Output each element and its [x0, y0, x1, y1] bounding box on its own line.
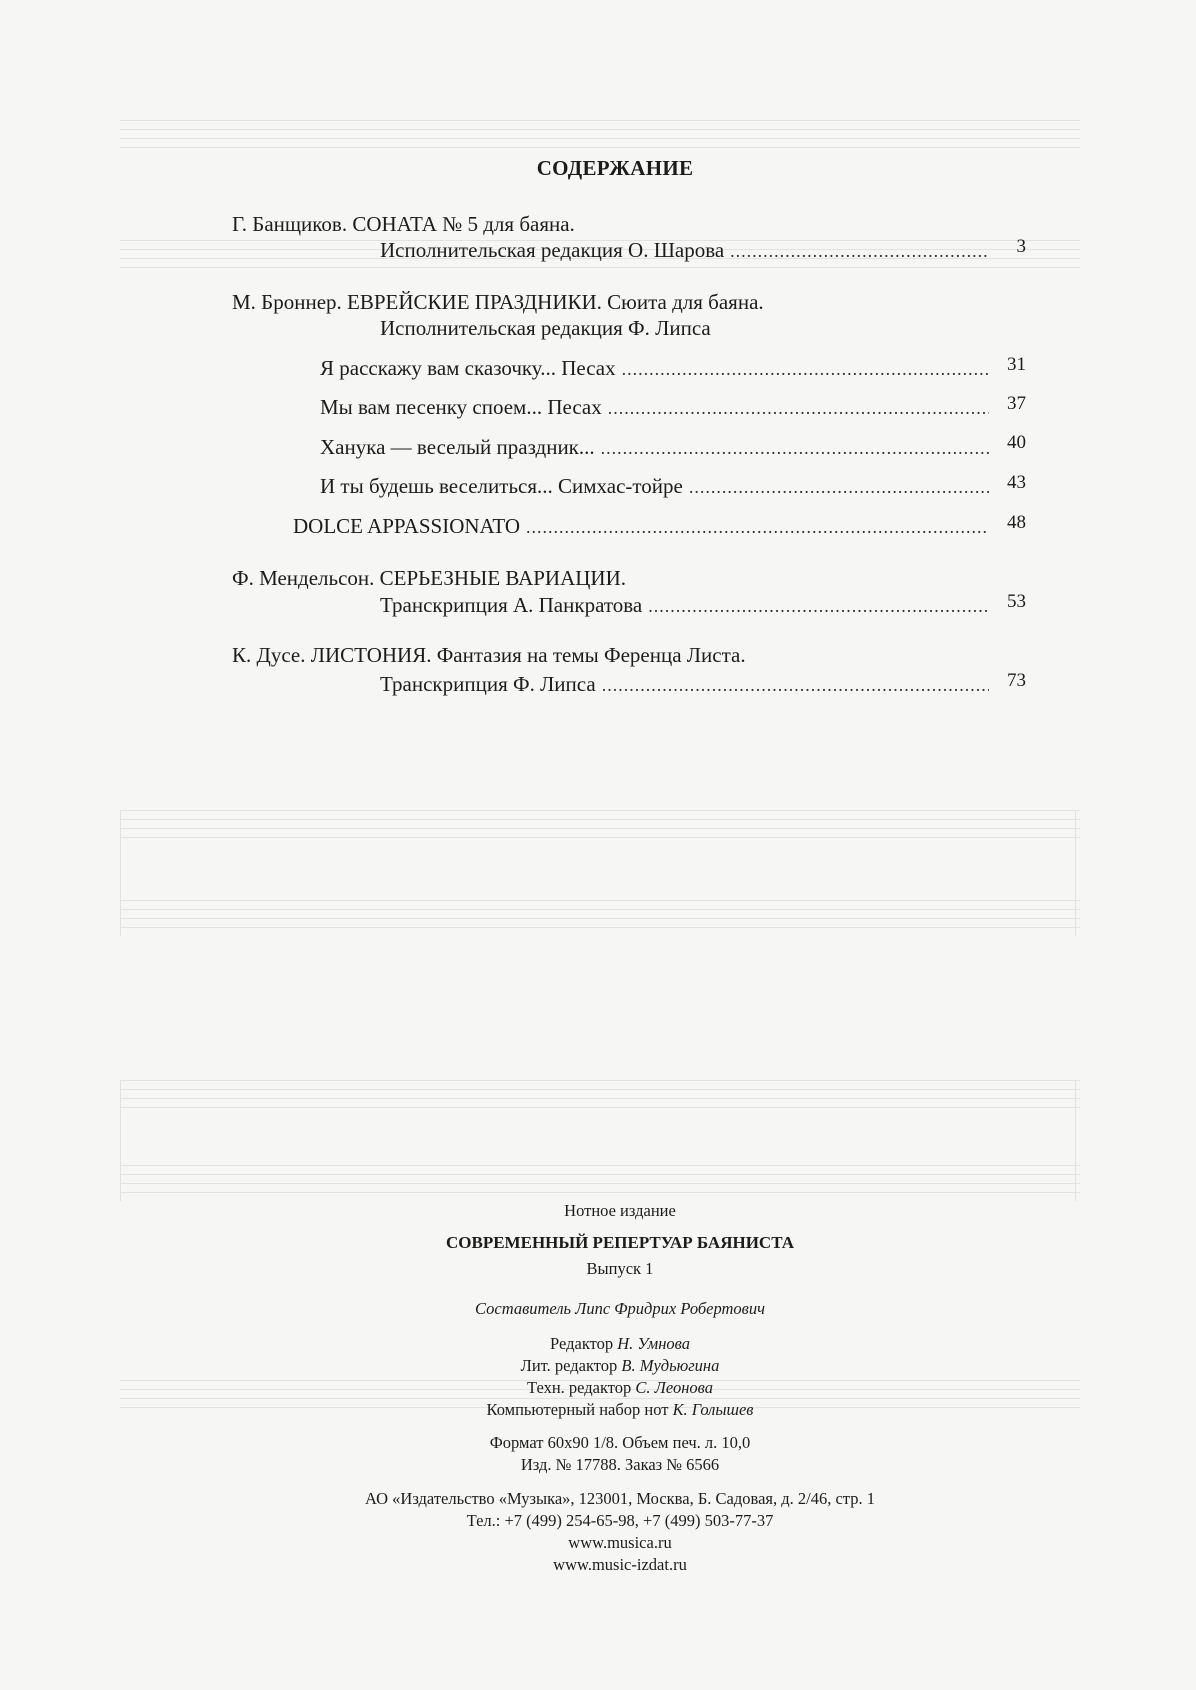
credit-role: Лит. редактор: [520, 1356, 618, 1375]
toc-heading: К. Дусе. ЛИСТОНИЯ. Фантазия на темы Ференца Листа.: [232, 643, 746, 667]
toc-entry[interactable]: [320, 435, 995, 460]
toc-subtitle: Исполнительская редакция Ф. Липса: [380, 316, 711, 340]
leader-dots: [730, 241, 989, 262]
toc-entry[interactable]: [380, 593, 995, 618]
credit-line: [0, 1333, 1196, 1355]
credit-role: Редактор: [550, 1334, 614, 1353]
credit-line: [0, 1377, 1196, 1399]
credit-person: Н. Умнова: [617, 1334, 690, 1353]
leader-dots: [601, 438, 989, 459]
leader-dots: [602, 675, 989, 696]
toc-entry-label: И ты будешь веселиться... Симхас-тойре: [320, 474, 683, 498]
website-link[interactable]: www.musica.ru: [568, 1533, 672, 1552]
page-number: 43: [1007, 472, 1026, 493]
page-number: 48: [1007, 512, 1026, 533]
page-number: 3: [1016, 236, 1026, 257]
print-specs: [0, 1432, 1196, 1476]
toc-entry-label: Транскрипция Ф. Липса: [380, 672, 596, 696]
credit-line: [0, 1355, 1196, 1377]
credit-person: В. Мудьюгина: [621, 1356, 720, 1375]
leader-dots: [689, 477, 989, 498]
page-number: 31: [1007, 354, 1026, 375]
toc-entry-label: Транскрипция А. Панкратова: [380, 593, 643, 617]
order-line: Изд. № 17788. Заказ № 6566: [520, 1455, 720, 1474]
toc-entry[interactable]: [320, 395, 995, 420]
toc-entry-label: DOLCE APPASSIONATO: [293, 514, 520, 538]
page-number: 53: [1007, 591, 1026, 612]
issue-number: Выпуск 1: [586, 1259, 654, 1278]
credit-line: [0, 1399, 1196, 1421]
toc-entry-label: Я расскажу вам сказочку... Песах: [320, 356, 616, 380]
credit-person: С. Леонова: [635, 1378, 713, 1397]
website-link[interactable]: www.music-izdat.ru: [553, 1555, 687, 1574]
toc-entry-label: Мы вам песенку споем... Песах: [320, 395, 602, 419]
imprint: [0, 1200, 1196, 1222]
compiler: Составитель Липс Фридрих Робертович: [475, 1299, 765, 1318]
imprint: [0, 1232, 1196, 1280]
toc-entry[interactable]: [320, 356, 995, 381]
page-title: СОДЕРЖАНИЕ: [536, 156, 694, 180]
edition-type: Нотное издание: [564, 1201, 676, 1220]
page-number: 40: [1007, 432, 1026, 453]
publisher-address: АО «Издательство «Музыка», 123001, Москва, Б. Садовая, д. 2/46, стр. 1: [365, 1489, 875, 1508]
leader-dots: [622, 359, 989, 380]
leader-dots: [608, 398, 989, 419]
page-number: 37: [1007, 393, 1026, 414]
publisher-info: [0, 1488, 1196, 1576]
toc-entry[interactable]: [380, 672, 995, 697]
credit-role: Техн. редактор: [527, 1378, 632, 1397]
imprint: [0, 1298, 1196, 1320]
toc-entry-label: Ханука — веселый праздник...: [320, 435, 595, 459]
toc-heading: Ф. Мендельсон. СЕРЬЕЗНЫЕ ВАРИАЦИИ.: [232, 566, 627, 590]
leader-dots: [648, 596, 989, 617]
toc-heading: Г. Банщиков. СОНАТА № 5 для баяна.: [232, 212, 575, 236]
page-number: 73: [1007, 670, 1026, 691]
series-title: СОВРЕМЕННЫЙ РЕПЕРТУАР БАЯНИСТА: [446, 1233, 794, 1252]
credits: [0, 1333, 1196, 1421]
leader-dots: [526, 517, 989, 538]
credit-person: К. Голышев: [672, 1400, 754, 1419]
format-line: Формат 60x90 1/8. Объем печ. л. 10,0: [489, 1433, 751, 1452]
toc-entry[interactable]: [380, 238, 995, 263]
toc-entry[interactable]: [293, 514, 995, 539]
toc-entry-label: Исполнительская редакция О. Шарова: [380, 238, 725, 262]
publisher-phone: Тел.: +7 (499) 254-65-98, +7 (499) 503-77-37: [466, 1511, 774, 1530]
toc-heading: М. Броннер. ЕВРЕЙСКИЕ ПРАЗДНИКИ. Сюита для баяна.: [232, 290, 764, 314]
toc-entry[interactable]: [320, 474, 995, 499]
credit-role: Компьютерный набор нот: [486, 1400, 669, 1419]
